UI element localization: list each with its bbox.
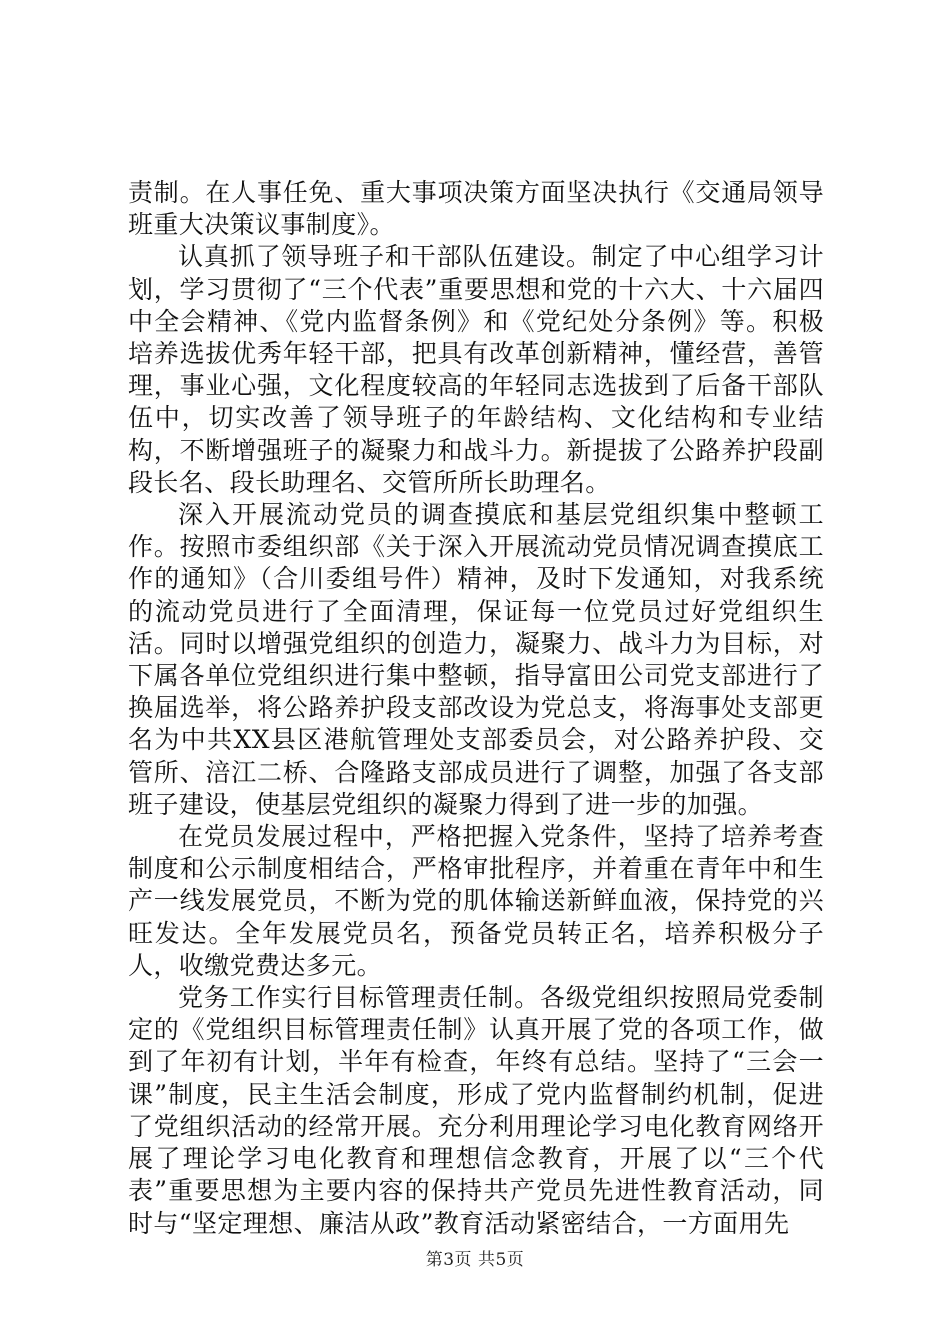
document-body	[128, 177, 824, 1240]
paragraph-5: 党务工作实行目标管理责任制。各级党组织按照局党委制定的《党组织目标管理责任制》认真开展了党的各项工作，做到了年初有计划，半年有检查，年终有总结。坚持了“三会一课”制度，民主生活会制度，形成了党内监督制约机制，促进了党组织活动的经常开展。充分利用理论学习电化教育网络开展了理论学习电化教育和理想信念教育，开展了以“三个代表”重要思想为主要内容的保持共产党员先进性教育活动，同时与“坚定理想、廉洁从政”教育活动紧密结合，一方面用先	[128, 983, 824, 1238]
paragraph-3: 深入开展流动党员的调查摸底和基层党组织集中整顿工作。按照市委组织部《关于深入开展流动党员情况调查摸底工作的通知》（合川委组号件）精神，及时下发通知，对我系统的流动党员进行了全面清理，保证每一位党员过好党组织生活。同时以增强党组织的创造力，凝聚力、战斗力为目标，对下属各单位党组织进行集中整顿，指导富田公司党支部进行了换届选举，将公路养护段支部改设为党总支，将海事处支部更名为中共XX县区港航管理处支部委员会，对公路养护段、交管所、涪江二桥、合隆路支部成员进行了调整，加强了各支部班子建设，使基层党组织的凝聚力得到了进一步的加强。	[128, 500, 824, 819]
paragraph-2: 认真抓了领导班子和干部队伍建设。制定了中心组学习计划，学习贯彻了“三个代表”重要思想和党的十六大、十六届四中全会精神、《党内监督条例》和《党纪处分条例》等。积极培养选拔优秀年轻干部，把具有改革创新精神，懂经营，善管理，事业心强，文化程度较高的年轻同志选拔到了后备干部队伍中，切实改善了领导班子的年龄结构、文化结构和专业结构，不断增强班子的凝聚力和战斗力。新提拔了公路养护段副段长名、段长助理名、交管所所长助理名。	[128, 242, 824, 497]
paragraph-4: 在党员发展过程中，严格把握入党条件，坚持了培养考查制度和公示制度相结合，严格审批程序，并着重在青年中和生产一线发展党员，不断为党的肌体输送新鲜血液，保持党的兴旺发达。全年发展党员名，预备党员转正名，培养积极分子人，收缴党费达多元。	[128, 822, 824, 980]
page-number-footer: 第3页 共5页	[425, 1250, 525, 1270]
paragraph-1: 责制。在人事任免、重大事项决策方面坚决执行《交通局领导班重大决策议事制度》。	[128, 178, 824, 240]
